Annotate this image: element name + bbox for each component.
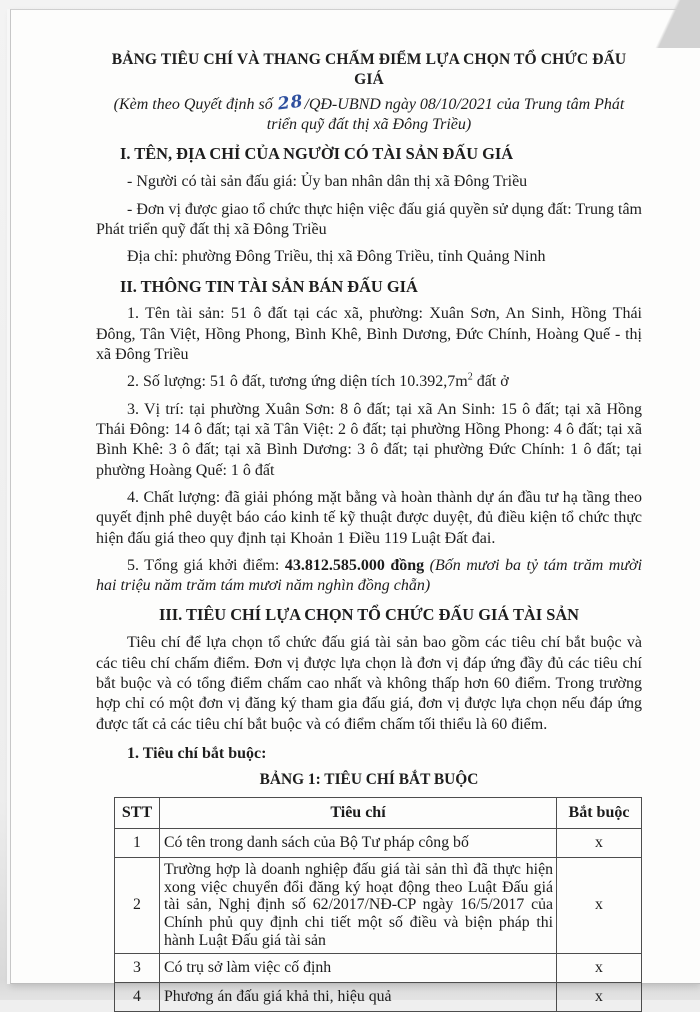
section1-item-organizer: - Đơn vị được giao tổ chức thực hiện việc đấu giá quyền sử dụng đất: Trung tâm Phát triển quỹ đất thị xã Đông Triều <box>96 200 642 238</box>
table1-caption: BẢNG 1: TIÊU CHÍ BẮT BUỘC <box>259 771 479 789</box>
document-content <box>11 10 700 1005</box>
section1-item-owner: - Người có tài sản đấu giá: Ủy ban nhân dân thị xã Đông Triều <box>127 173 528 191</box>
subtitle-post: /QĐ-UBND ngày 08/10/2021 của Trung tâm Phát <box>304 95 625 113</box>
section3-subheading: 1. Tiêu chí bắt buộc: <box>127 744 267 762</box>
header-criteria: Tiêu chí <box>160 797 557 828</box>
section2-item-quantity <box>96 372 642 392</box>
row1-required-mark: x <box>557 829 642 858</box>
document-subtitle <box>96 91 642 136</box>
page-corner-shadow <box>636 0 700 48</box>
document-page <box>10 9 700 1005</box>
section2-item-asset-name: 1. Tên tài sản: 51 ô đất tại các xã, phường: Xuân Sơn, An Sinh, Hồng Thái Đông, Tân Việt, Hồng Phong, Bình Khê, Bình Dương, Đức Chính, Hoàng Quế - thị xã Đông Triều <box>96 305 642 364</box>
starting-price-in-words: (Bốn mươi ba tỷ tám trăm mười hai triệu năm trăm tám mươi năm nghìn đồng chẵn) <box>96 556 643 595</box>
section1-heading: I. TÊN, ĐỊA CHỈ CỦA NGƯỜI CÓ TÀI SẢN ĐẤU GIÁ <box>120 144 514 164</box>
row1-criteria: Có tên trong danh sách của Bộ Tư pháp công bố <box>160 829 557 858</box>
table-row <box>115 982 642 1011</box>
table-row <box>115 953 642 982</box>
quantity-text: 2. Số lượng: 51 ô đất, tương ứng diện tích 10.392,7m <box>127 373 468 391</box>
header-required: Bắt buộc <box>557 797 642 828</box>
section2-item-location: 3. Vị trí: tại phường Xuân Sơn: 8 ô đất; tại xã An Sinh: 15 ô đất; tại xã Hồng Thái Đông: 14 ô đất; tại xã Tân Việt: 2 ô đất; tại phường Hồng Phong: 4 ô đất; tại xã Bình Khê: 3 ô đất; tại xã Bình Dương: 3 ô đất; tại phường Đức Chính: 1 ô đất; tại phường Hoàng Quế: 1 ô đất <box>96 400 642 479</box>
mandatory-criteria-table <box>114 797 642 1012</box>
document-title: BẢNG TIÊU CHÍ VÀ THANG CHẤM ĐIỂM LỰA CHỌN TỔ CHỨC ĐẤU GIÁ <box>111 51 627 88</box>
table-row <box>115 829 642 858</box>
row3-required-mark: x <box>557 953 642 982</box>
row1-stt: 1 <box>115 829 160 858</box>
starting-price-amount: 43.812.585.000 đồng <box>284 556 425 574</box>
starting-price-label: 5. Tổng giá khởi điểm: <box>127 556 285 574</box>
table-row <box>115 858 642 953</box>
square-meter-superscript: 2 <box>467 372 473 383</box>
section2-item-starting-price <box>96 556 642 597</box>
section1-item-address: Địa chỉ: phường Đông Triều, thị xã Đông Triều, tỉnh Quảng Ninh <box>127 248 546 266</box>
row3-criteria: Có trụ sở làm việc cố định <box>160 953 557 982</box>
row3-stt: 3 <box>115 953 160 982</box>
row2-criteria: Trường hợp là doanh nghiệp đấu giá tài sản thì đã thực hiện xong việc chuyển đổi đăng ký hoạt động theo Luật Đấu giá tài sản, Nghị định số 62/2017/NĐ-CP ngày 16/5/2017 của Chính phủ quy định chi tiết một số điều và biện pháp thi hành Luật Đấu giá tài sản <box>160 858 557 953</box>
handwritten-decision-number: 28 <box>276 91 305 115</box>
row4-stt: 4 <box>115 982 160 1011</box>
table-header-row <box>115 797 642 828</box>
section3-paragraph: Tiêu chí để lựa chọn tổ chức đấu giá tài sản bao gồm các tiêu chí bắt buộc và các tiêu chí chấm điểm. Đơn vị được lựa chọn là đơn vị đáp ứng đầy đủ các tiêu chí bắt buộc và có tổng điểm chấm cao nhất và không thấp hơn 60 điểm. Trong trường hợp chỉ có một đơn vị đăng ký tham gia đấu giá, đơn vị được lựa chọn nếu đáp ứng được tất cả các tiêu chí bắt buộc và có điểm chấm tối thiểu là 60 điểm. <box>96 634 642 733</box>
quantity-text-end: đất ở <box>472 373 509 391</box>
subtitle-line2: triển quỹ đất thị xã Đông Triều) <box>266 116 472 134</box>
row4-required-mark: x <box>557 982 642 1011</box>
section2-heading: II. THÔNG TIN TÀI SẢN BÁN ĐẤU GIÁ <box>120 276 418 296</box>
row4-criteria: Phương án đấu giá khả thi, hiệu quả <box>160 982 557 1011</box>
row2-stt: 2 <box>115 858 160 953</box>
section2-item-quality: 4. Chất lượng: đã giải phóng mặt bằng và hoàn thành dự án đầu tư hạ tầng theo quyết định phê duyệt báo cáo kinh tế kỹ thuật được duyệt, đủ điều kiện tổ chức thực hiện đấu giá theo quy định tại Khoản 1 Điều 119 Luật Đất đai. <box>96 488 642 547</box>
section3-heading: III. TIÊU CHÍ LỰA CHỌN TỔ CHỨC ĐẤU GIÁ TÀI SẢN <box>158 605 579 625</box>
row2-required-mark: x <box>557 858 642 953</box>
header-stt: STT <box>115 797 160 828</box>
subtitle-pre: (Kèm theo Quyết định số <box>113 95 273 113</box>
